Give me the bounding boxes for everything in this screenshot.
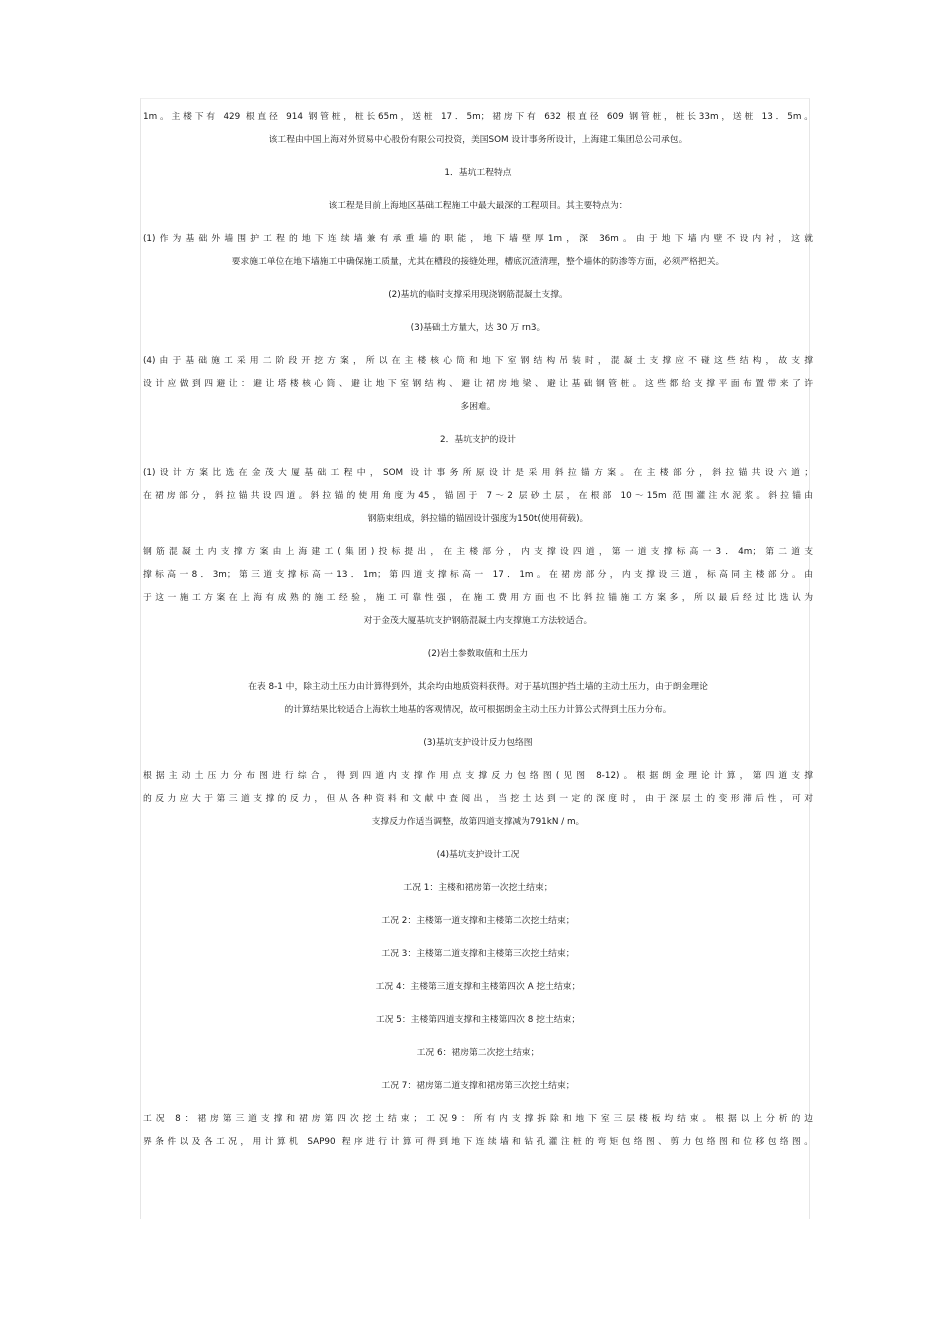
intro-line: 该工程由中国上海对外贸易中心股份有限公司投资，美国SOM 设计事务所设计，上海建工集团总公司承包。 [268,135,688,145]
paragraph-line: 的反力应大于第三道支撑的反力，但从各种资料和文献中查阅出，当挖土达到一定的深度时，由于深层土的变形滞后性，可对 [143,794,813,804]
case-item: 工况 1：主楼和裙房第一次挖土结束； [403,883,553,893]
paragraph-line: 根据主动土压力分布图进行综合，得到四道内支撑作用点支撑反力包络图(见图 8-12)。根据朗金理论计算，第四道支撑 [143,771,813,781]
subsection-heading: (3)基坑支护设计反力包络图 [423,738,533,748]
paragraph-line: 对于金茂大厦基坑支护钢筋混凝土内支撑施工方法较适合。 [363,616,593,626]
paragraph-line: (1)设计方案比选在金茂大厦基础工程中，SOM 设计事务所原设计是采用斜拉锚方案。在主楼部分，斜拉锚共设六道； [143,468,813,478]
paragraph-line: 的计算结果比较适合上海软土地基的客观情况，故可根据朗金主动土压力计算公式得到土压力分布。 [284,705,672,715]
paragraph-line: 支撑反力作适当调整，故第四道支撑减为791kN / m。 [371,817,585,827]
document-body [143,106,813,1154]
paragraph-line: 界条件以及各工况，用计算机 SAP90 程序进行计算可得到地下连续墙和钻孔灌注桩的弯矩包络图、剪力包络图和位移包络图。 [143,1137,813,1147]
paragraph-line: 钢筋混凝土内支撑方案由上海建工(集团)投标提出，在主楼部分，内支撑设四道，第一道支撑标高一3．4m；第二道支 [143,547,813,557]
section-heading: 2．基坑支护的设计 [440,435,516,445]
paragraph-line: 多困难。 [460,402,496,412]
case-item: 工况 4：主楼第三道支撑和主楼第四次 A 挖土结束； [375,982,581,992]
subsection-heading: (2)岩土参数取值和土压力 [427,649,529,659]
section-heading: 1．基坑工程特点 [444,168,512,178]
case-item: 工况 5：主楼第四道支撑和主楼第四次 8 挖土结束； [375,1015,581,1025]
paragraph-line: 要求施工单位在地下墙施工中确保施工质量，尤其在槽段的接缝处理，槽底沉渣清理，整个墙体的防渗等方面，必须严格把关。 [231,257,725,267]
paragraph-line: 设计应做到四避让：避让塔楼核心筒、避让地下室钢结构、避让裙房地梁、避让基础钢管桩。这些都给支撑平面布置带来了许 [143,379,813,389]
case-item: 工况 2：主楼第一道支撑和主楼第二次挖土结束； [381,916,575,926]
paragraph-line: (1)作为基础外墙围护工程的地下连续墙兼有承重墙的职能，地下墙壁厚1m，深 36m。由于地下墙内壁不设内衬，这就 [143,234,813,244]
paragraph-line: 工况 8：裙房第三道支撑和裙房第四次挖土结束；工况9：所有内支撑拆除和地下室三层楼板均结束。根据以上分析的边 [143,1114,813,1124]
subsection-heading: (4)基坑支护设计工况 [436,850,520,860]
paragraph-line: 在表 8-1 中，除主动土压力由计算得到外，其余均由地质资料获得。对于基坑围护挡土墙的主动土压力，由于朗金理论 [248,682,708,692]
case-item: 工况 3：主楼第二道支撑和主楼第三次挖土结束； [381,949,575,959]
intro-line: 1m。主楼下有 429 根直径 914 钢管桩，桩长65m，送桩 17．5m；裙房下有 632 根直径 609 钢管桩，桩长33m，送桩 13．5m。 [143,112,813,122]
paragraph-line: 在裙房部分，斜拉锚共设四道。斜拉锚的使用角度为45，锚固于 7～2 层砂土层，在根部 10～15m 范围灌注水泥浆。斜拉锚由 [143,491,813,501]
paragraph-line: 撑标高一8．3m；第三道支撑标高一13．1m；第四道支撑标高一 17．1m。在裙房部分，内支撑设三道，标高同主楼部分。由 [143,570,813,580]
case-item: 工况 7：裙房第二道支撑和裙房第三次挖土结束； [381,1081,575,1091]
section-intro: 该工程是目前上海地区基础工程施工中最大最深的工程项目。其主要特点为： [328,201,628,211]
paragraph-line: (3)基础土方量大，达 30 万 rn3。 [410,323,546,333]
paragraph-line: 于这一施工方案在上海有成熟的施工经验，施工可靠性强，在施工费用方面也不比斜拉锚施工方案多，所以最后经过比选认为 [143,593,813,603]
case-item: 工况 6：裙房第二次挖土结束； [416,1048,540,1058]
paragraph-line: (2)基坑的临时支撑采用现浇钢筋混凝土支撑。 [388,290,568,300]
paragraph-line: 钢筋束组成，斜拉锚的锚固设计强度为150t(使用荷载)。 [367,514,589,524]
paragraph-line: (4)由于基础施工采用二阶段开挖方案，所以在主楼核心筒和地下室钢结构吊装时，混凝土支撑应不碰这些结构，故支撑 [143,356,813,366]
